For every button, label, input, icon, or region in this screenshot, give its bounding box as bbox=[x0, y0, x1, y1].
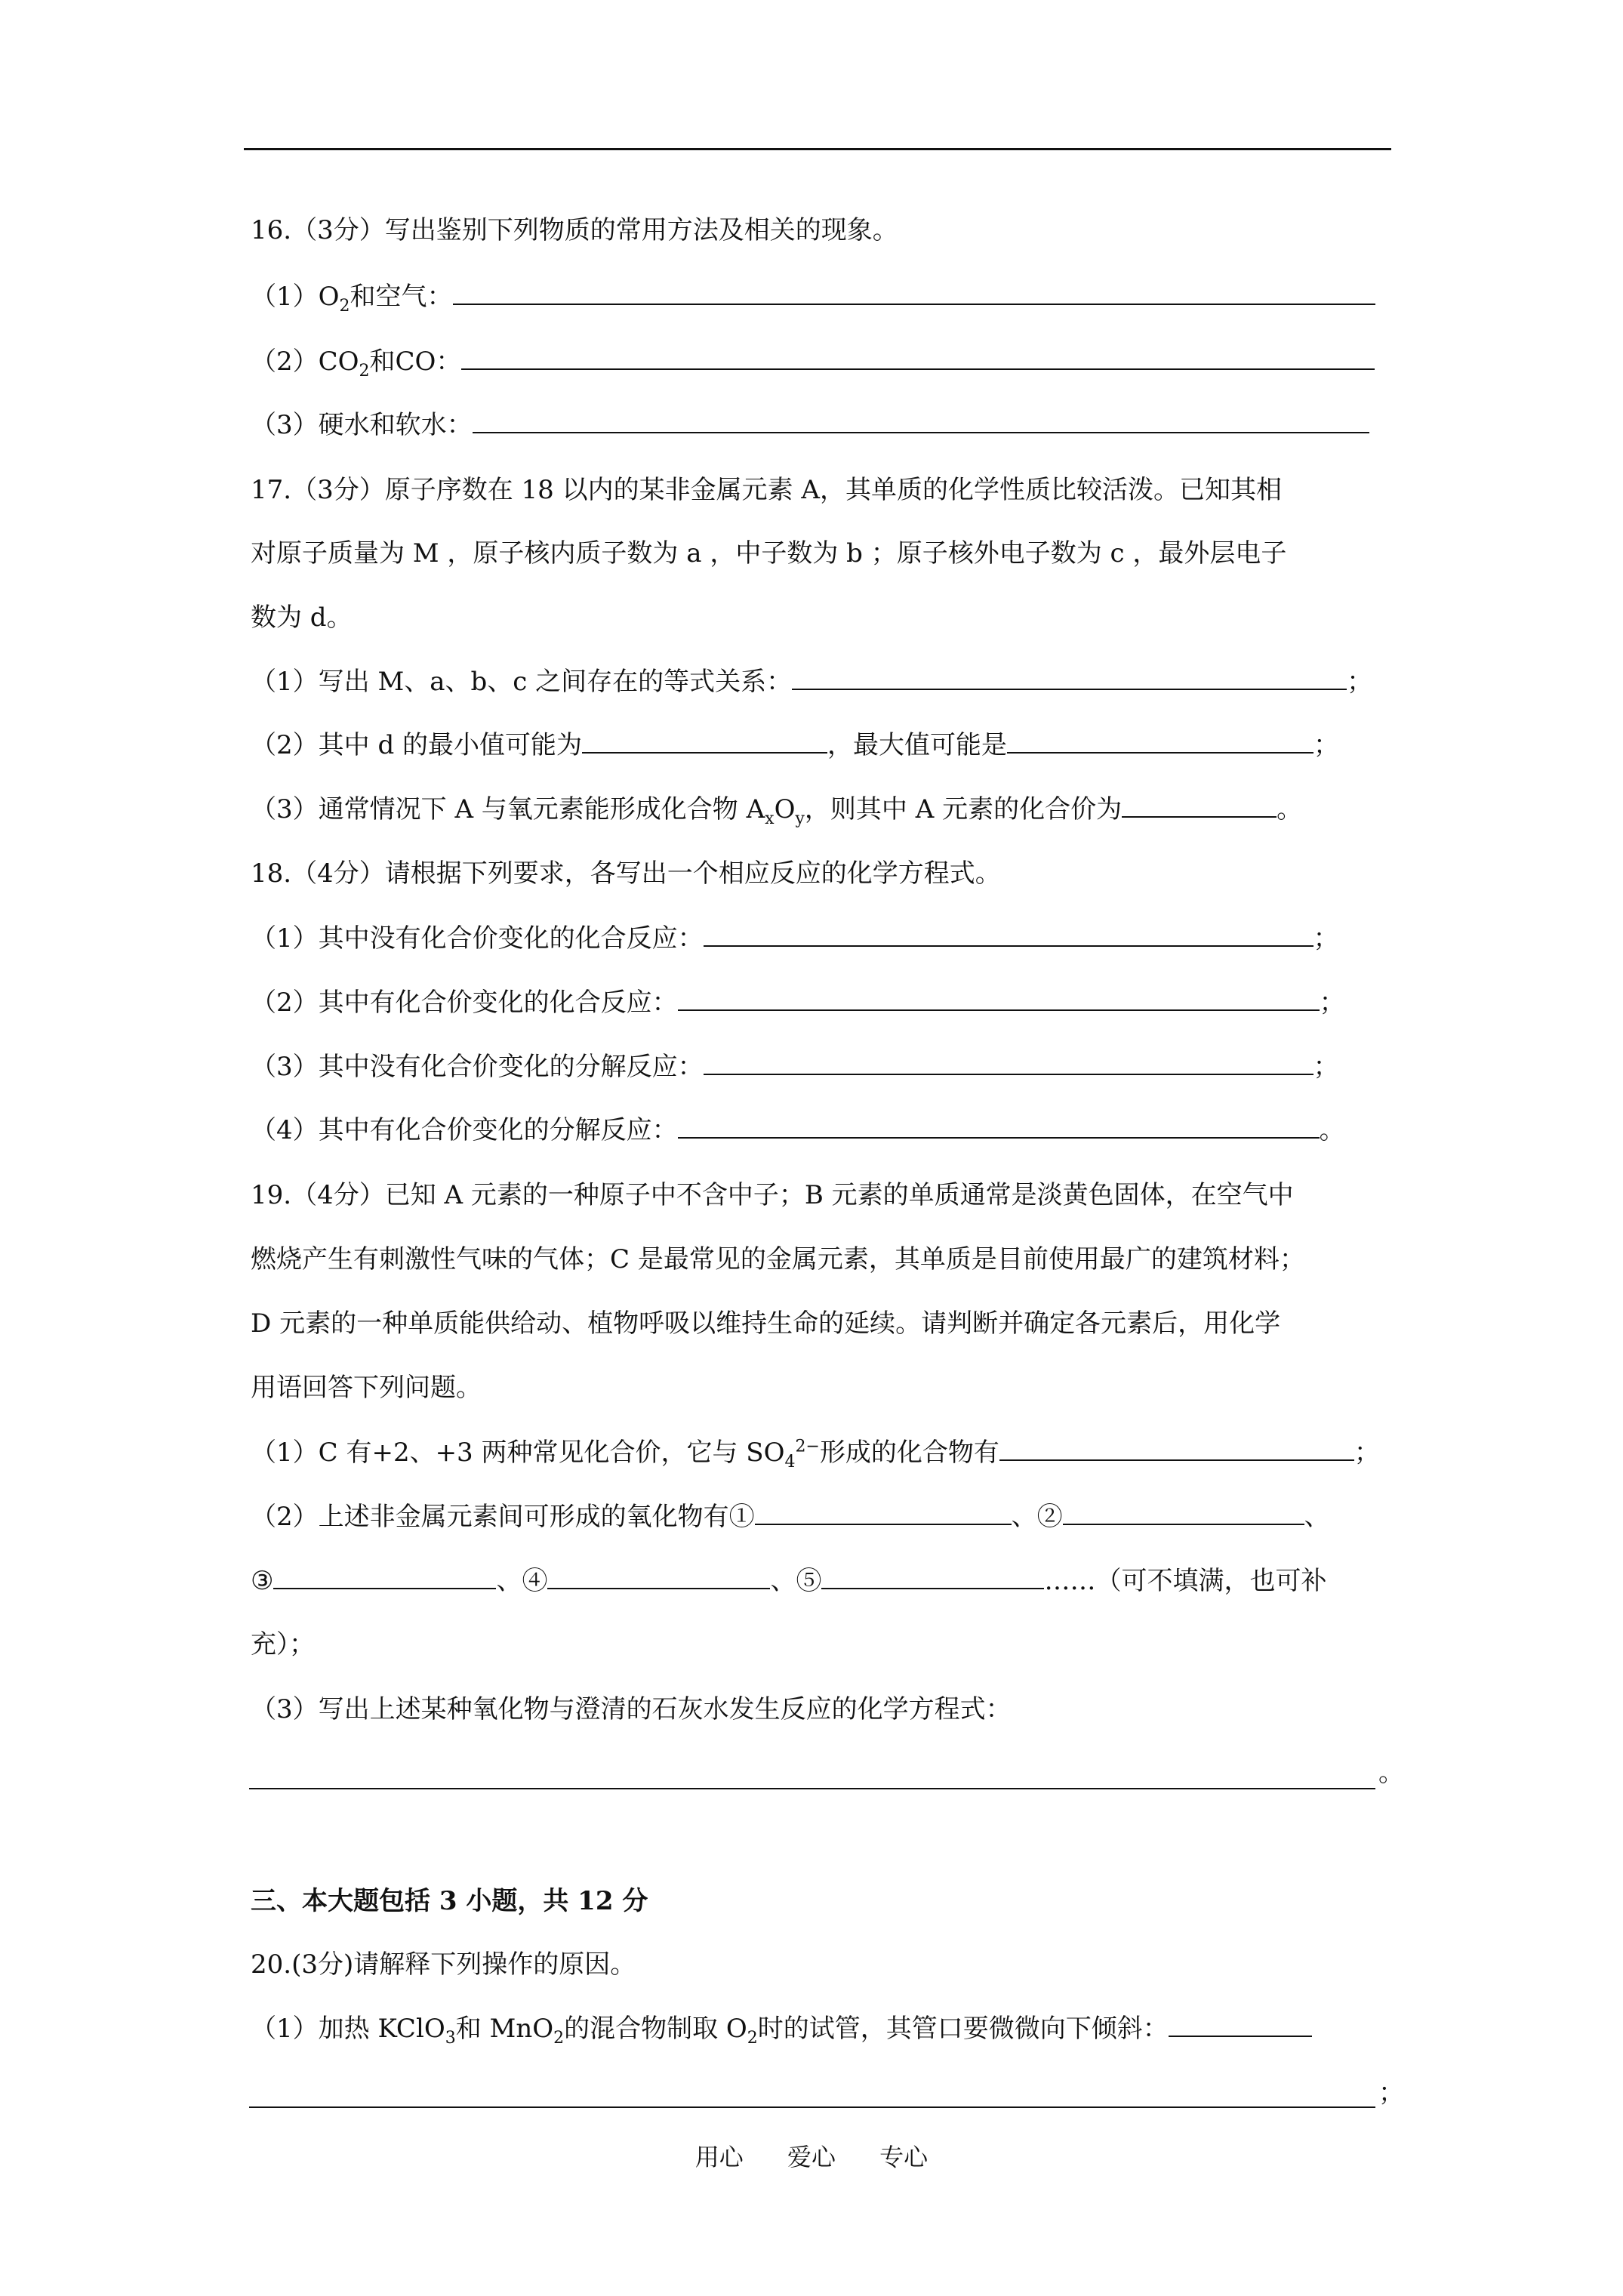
q17-p3-sub-y: y bbox=[795, 809, 805, 828]
q19-stem-line3 bbox=[251, 1307, 1280, 1340]
q20-p1-label-b: 和 MnO bbox=[455, 2014, 554, 2044]
q20-p1-sub2: 2 bbox=[553, 2028, 565, 2048]
q17-p3-label-b: ，则其中 A 元素的化合价为 bbox=[804, 794, 1123, 824]
q19-stem-l3: D 元素的一种单质能供给动、植物呼吸以维持生命的延续。请判断并确定各元素后，用化学 bbox=[251, 1308, 1281, 1339]
q17-p3-label-a: （3）通常情况下 A 与氧元素能形成化合物 A bbox=[251, 794, 765, 824]
q17-p2-semicolon: ； bbox=[1313, 730, 1340, 760]
q19-part1 bbox=[251, 1436, 1380, 1472]
q19-p2-label-a: （2）上述非金属元素间可形成的氧化物有① bbox=[251, 1502, 755, 1532]
q19-p3-answer-blank[interactable] bbox=[249, 1788, 1375, 1789]
footer-text-1: 用心 bbox=[694, 2143, 744, 2171]
q16-stem bbox=[251, 214, 898, 247]
q17-p1-answer-blank[interactable] bbox=[792, 666, 1347, 690]
q19-p1-label-b: 形成的化合物有 bbox=[819, 1438, 999, 1468]
q19-p2-num5: 、⑤ bbox=[770, 1566, 822, 1596]
q16-p1-post: 和空气： bbox=[350, 282, 453, 312]
q17-p3-sub-x: x bbox=[765, 809, 775, 828]
q17-p3-period: 。 bbox=[1277, 794, 1303, 824]
q19-p1-answer-blank[interactable] bbox=[999, 1437, 1354, 1461]
q19-oxide3-blank[interactable] bbox=[273, 1565, 496, 1589]
q16-p2-pre: （2）CO bbox=[251, 347, 359, 377]
q19-p1-semicolon: ； bbox=[1354, 1438, 1380, 1468]
q18-part2 bbox=[251, 986, 1345, 1019]
q18-p3-label: （3）其中没有化合价变化的分解反应： bbox=[251, 1052, 704, 1082]
q17-stem-line1 bbox=[251, 473, 1282, 507]
q16-part1 bbox=[251, 280, 1375, 316]
q16-part2 bbox=[251, 345, 1375, 381]
q19-oxide5-blank[interactable] bbox=[821, 1565, 1044, 1589]
q16-p1-sub: 2 bbox=[339, 296, 350, 316]
q19-stem-l4: 用语回答下列问题。 bbox=[251, 1373, 482, 1403]
q17-p2-label-a: （2）其中 d 的最小值可能为 bbox=[251, 730, 583, 760]
q20-p1-answer-blank-a[interactable] bbox=[1169, 2013, 1312, 2037]
q16-p3-answer-blank[interactable] bbox=[473, 409, 1369, 433]
q19-part2-line2 bbox=[251, 1564, 1326, 1598]
q16-p2-post: 和CO： bbox=[369, 347, 462, 377]
q19-part2-line3 bbox=[251, 1628, 315, 1661]
q17-stem-line2 bbox=[251, 537, 1286, 570]
q19-oxide1-blank[interactable] bbox=[755, 1501, 1012, 1525]
q20-p1-label-a: （1）加热 KClO bbox=[251, 2014, 445, 2044]
footer-text-3: 专心 bbox=[879, 2143, 929, 2171]
footer-text-2: 爱心 bbox=[787, 2143, 836, 2171]
q20-p1-label-d: 时的试管，其管口要微微向下倾斜： bbox=[757, 2014, 1169, 2044]
q17-p2-max-blank[interactable] bbox=[1007, 729, 1313, 754]
q19-p2-note-end: 充）； bbox=[251, 1629, 315, 1660]
q18-p1-semicolon: ； bbox=[1313, 923, 1339, 954]
q16-p2-answer-blank[interactable] bbox=[461, 346, 1375, 370]
section3-heading bbox=[251, 1885, 648, 1918]
q18-p4-label: （4）其中有化合价变化的分解反应： bbox=[251, 1115, 678, 1145]
q17-p1-label: （1）写出 M、a、b、c 之间存在的等式关系： bbox=[251, 667, 793, 697]
q17-p1-semicolon: ； bbox=[1347, 667, 1373, 697]
q17-p3-o: O bbox=[774, 794, 796, 824]
q19-part2 bbox=[251, 1500, 1330, 1533]
q20-p1-semicolon-text: ； bbox=[1378, 2078, 1404, 2108]
q19-stem-line1 bbox=[251, 1179, 1294, 1212]
header-rule bbox=[244, 148, 1391, 150]
q19-p3-label: （3）写出上述某种氧化物与澄清的石灰水发生反应的化学方程式： bbox=[251, 1694, 1012, 1724]
q17-part3 bbox=[251, 793, 1302, 826]
q18-p2-semicolon: ； bbox=[1319, 988, 1345, 1018]
q20-stem-text: 20.(3分)请解释下列操作的原因。 bbox=[251, 1949, 636, 1980]
q16-p1-answer-blank[interactable] bbox=[453, 281, 1375, 305]
q20-p1-sub3: 2 bbox=[747, 2028, 758, 2048]
q20-p1-answer-blank-b[interactable] bbox=[249, 2106, 1375, 2108]
q18-part3 bbox=[251, 1050, 1339, 1083]
q18-p1-label: （1）其中没有化合价变化的化合反应： bbox=[251, 923, 704, 954]
q19-stem-line2 bbox=[251, 1243, 1305, 1276]
q19-p2-num3: ③ bbox=[251, 1566, 274, 1596]
page-footer bbox=[0, 2138, 1623, 2173]
q19-stem-l2: 燃烧产生有刺激性气味的气体；C 是最常见的金属元素，其单质是目前使用最广的建筑材料； bbox=[251, 1244, 1305, 1274]
q19-oxide4-blank[interactable] bbox=[547, 1565, 770, 1589]
q19-p2-sep: 、② bbox=[1011, 1502, 1063, 1532]
q20-stem bbox=[251, 1948, 636, 1981]
q19-part3 bbox=[251, 1693, 1012, 1726]
q18-p4-answer-blank[interactable] bbox=[678, 1114, 1320, 1139]
q20-p1-sub1: 3 bbox=[445, 2028, 456, 2048]
q17-p2-label-b: ，最大值可能是 bbox=[827, 730, 1008, 760]
q18-p2-answer-blank[interactable] bbox=[678, 987, 1320, 1011]
q16-p3-label: （3）硬水和软水： bbox=[251, 410, 473, 440]
q19-p2-note: ……（可不填满，也可补 bbox=[1044, 1566, 1327, 1596]
q17-stem-line3 bbox=[251, 601, 353, 634]
q19-p1-sup: 2− bbox=[795, 1437, 820, 1456]
q16-part3 bbox=[251, 408, 1369, 442]
q17-stem-l2: 对原子质量为 M ，原子核内质子数为 a ，中子数为 b ；原子核外电子数为 c ，最外层电子 bbox=[251, 538, 1287, 569]
q16-p2-sub: 2 bbox=[359, 361, 370, 381]
q16-p1-pre: （1）O bbox=[251, 282, 340, 312]
q17-p2-min-blank[interactable] bbox=[582, 729, 827, 754]
q19-stem-l1: 19.（4分）已知 A 元素的一种原子中不含中子；B 元素的单质通常是淡黄色固体，在空气中 bbox=[251, 1180, 1294, 1210]
q18-part4 bbox=[251, 1114, 1345, 1147]
q20-p1-semicolon bbox=[1378, 2076, 1404, 2110]
q18-p4-period: 。 bbox=[1319, 1115, 1345, 1145]
q17-stem-l3: 数为 d。 bbox=[251, 603, 353, 633]
q18-part1 bbox=[251, 922, 1339, 955]
q17-stem-l1: 17.（3分）原子序数在 18 以内的某非金属元素 A，其单质的化学性质比较活泼。已知其相 bbox=[251, 475, 1282, 505]
q19-p1-label-a: （1）C 有+2、+3 两种常见化合价，它与 SO bbox=[251, 1438, 785, 1468]
q17-p3-answer-blank[interactable] bbox=[1122, 794, 1277, 818]
q18-stem-text: 18.（4分）请根据下列要求，各写出一个相应反应的化学方程式。 bbox=[251, 858, 1001, 889]
q17-part2 bbox=[251, 729, 1339, 762]
q20-part1 bbox=[251, 2012, 1312, 2048]
q19-p2-num4: 、④ bbox=[496, 1566, 548, 1596]
section3-heading-text: 三、本大题包括 3 小题，共 12 分 bbox=[251, 1886, 648, 1916]
q18-stem bbox=[251, 857, 1001, 890]
q19-p3-period-text: 。 bbox=[1378, 1758, 1404, 1788]
q16-stem-text: 16.（3分）写出鉴别下列物质的常用方法及相关的现象。 bbox=[251, 215, 898, 245]
q18-p2-label: （2）其中有化合价变化的化合反应： bbox=[251, 988, 678, 1018]
q18-p3-answer-blank[interactable] bbox=[704, 1051, 1313, 1075]
q17-part1 bbox=[251, 665, 1372, 698]
q19-stem-line4 bbox=[251, 1371, 482, 1404]
q20-p1-label-c: 的混合物制取 O bbox=[564, 2014, 747, 2044]
q19-p1-sub: 4 bbox=[784, 1452, 796, 1472]
q18-p1-answer-blank[interactable] bbox=[704, 923, 1313, 947]
q19-oxide2-blank[interactable] bbox=[1063, 1501, 1304, 1525]
q19-p3-period bbox=[1378, 1756, 1404, 1789]
q18-p3-semicolon: ； bbox=[1313, 1052, 1339, 1082]
q19-p2-end: 、 bbox=[1304, 1502, 1330, 1532]
